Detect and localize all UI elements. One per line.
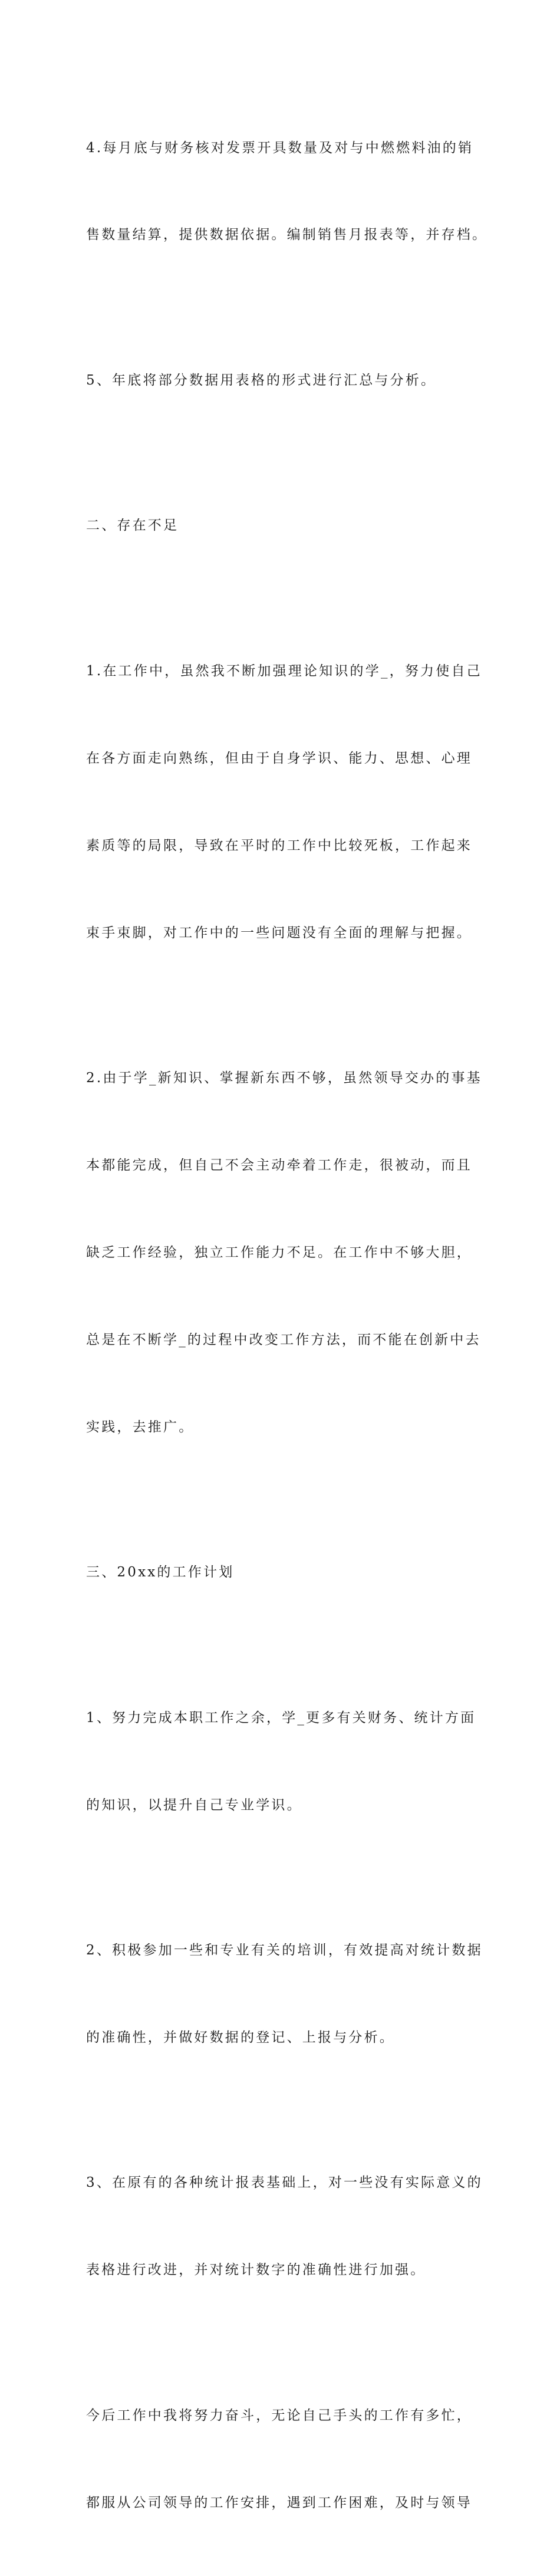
paragraph-monthly-invoice [86,75,488,308]
text-line: 的准确性，并做好数据的登记、上报与分析。 [86,2029,395,2045]
text-line: 的知识，以提升自己专业学识。 [86,1797,302,1813]
document-page [86,75,488,2576]
text-line: 都服从公司领导的工作安排，遇到工作困难，及时与领导 [86,2495,472,2511]
text-line: 实践，去推广。 [86,1419,195,1435]
text-line: 2、积极参加一些和专业有关的培训，有效提高对统计数据 [86,1943,483,1958]
text-line: 4.每月底与财务核对发票开具数量及对与中燃燃料油的销 [86,140,474,156]
text-line: 2.由于学_新知识、掌握新东西不够，虽然领导交办的事基 [86,1070,482,1086]
text-line: 本都能完成，但自己不会主动牵着工作走，很被动，而且 [86,1157,472,1173]
section-heading: 三、20xx的工作计划 [86,1565,235,1581]
text-line: 在各方面走向熟练，但由于自身学识、能力、思想、心理 [86,750,472,766]
paragraph-shortcoming-2 [86,1006,482,1500]
paragraph-plan-3 [86,2111,483,2343]
text-line: 1.在工作中，虽然我不断加强理论知识的学_，努力使自己 [86,663,482,679]
text-line: 售数量结算，提供数据依据。编制销售月报表等，并存档。 [86,227,488,243]
text-line: 总是在不断学_的过程中改变工作方法，而不能在创新中去 [86,1332,481,1348]
paragraph-plan-1 [86,1645,479,1878]
paragraph-shortcoming-1 [86,599,482,1006]
text-line: 表格进行改进，并对统计数字的准确性进行加强。 [86,2262,426,2278]
paragraph-closing [86,2343,479,2575]
section-heading-work-plan [86,1500,479,1645]
text-line: 5、年底将部分数据用表格的形式进行汇总与分析。 [86,372,437,388]
section-heading-shortcomings [86,454,479,599]
text-line: 今后工作中我将努力奋斗，无论自己手头的工作有多忙， [86,2407,472,2423]
paragraph-year-end-summary [86,308,479,453]
text-line: 束手束脚，对工作中的一些问题没有全面的理解与把握。 [86,925,472,941]
section-heading: 二、存在不足 [86,518,179,534]
text-line: 缺乏工作经验，独立工作能力不足。在工作中不够大胆， [86,1244,472,1260]
text-line: 素质等的局限，导致在平时的工作中比较死板，工作起来 [86,837,472,853]
text-line: 1、努力完成本职工作之余，学_更多有关财务、统计方面 [86,1710,476,1726]
paragraph-plan-2 [86,1878,483,2110]
text-line: 3、在原有的各种统计报表基础上，对一些没有实际意义的 [86,2175,483,2191]
